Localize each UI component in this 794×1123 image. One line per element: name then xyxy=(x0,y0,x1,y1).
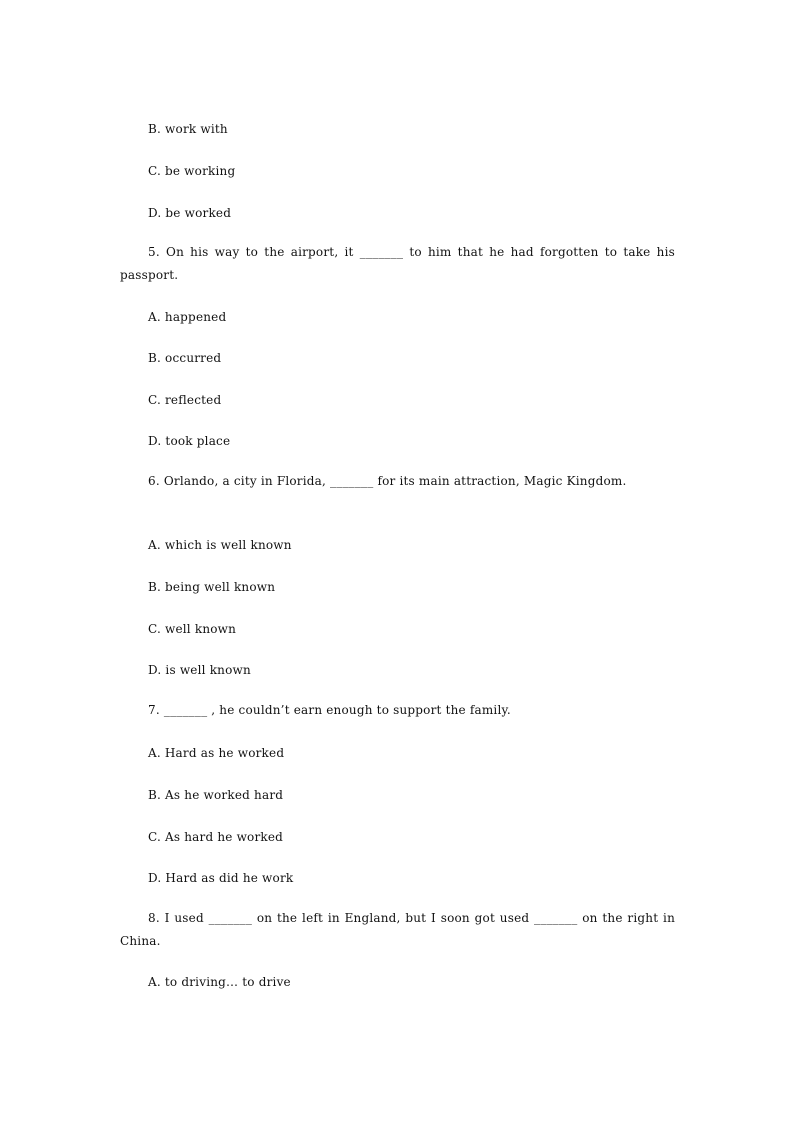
question-7-option-a: A. Hard as he worked xyxy=(148,746,285,760)
question-5-option-c: C. reflected xyxy=(148,393,222,407)
question-4-option-d: D. be worked xyxy=(148,206,232,220)
question-6-option-d: D. is well known xyxy=(148,663,251,677)
question-6-option-b: B. being well known xyxy=(148,580,276,594)
question-5-stem: 5. On his way to the airport, it _______ to him that he had forgotten to take his passport. xyxy=(120,245,675,282)
question-8-option-a: A. to driving… to drive xyxy=(148,975,291,989)
question-7-stem: 7. _______ , he couldn’t earn enough to support the family. xyxy=(148,703,511,717)
question-7-option-b: B. As he worked hard xyxy=(148,788,284,802)
question-6-stem: 6. Orlando, a city in Florida, _______ for its main attraction, Magic Kingdom. xyxy=(148,474,627,488)
question-7-option-d: D. Hard as did he work xyxy=(148,871,294,885)
question-4-option-c: C. be working xyxy=(148,164,236,178)
question-5-option-d: D. took place xyxy=(148,434,231,448)
question-6-option-a: A. which is well known xyxy=(148,538,292,552)
question-6-option-c: C. well known xyxy=(148,622,237,636)
question-8-stem: 8. I used _______ on the left in England, but I soon got used _______ on the right in China. xyxy=(120,911,675,948)
question-5-option-a: A. happened xyxy=(148,310,227,324)
question-4-option-b: B. work with xyxy=(148,122,228,136)
question-5-option-b: B. occurred xyxy=(148,351,222,365)
question-7-option-c: C. As hard he worked xyxy=(148,830,284,844)
